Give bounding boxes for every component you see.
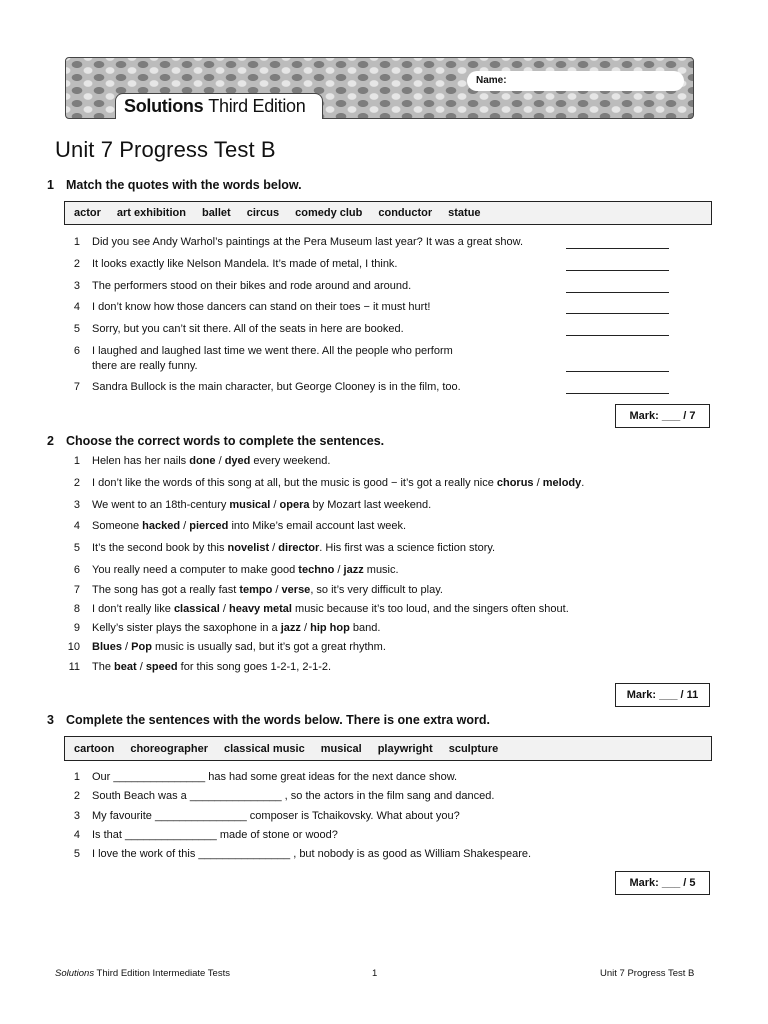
name-label: Name:: [476, 75, 507, 86]
section-instruction: Match the quotes with the words below.: [66, 178, 302, 192]
section-number: 2: [47, 434, 54, 448]
item-text: The performers stood on their bikes and rode around and around.: [92, 280, 412, 292]
choice-a[interactable]: techno: [298, 564, 335, 576]
question-item: [64, 828, 684, 843]
item-number: 3: [73, 499, 80, 511]
word: actor: [74, 207, 101, 219]
choice-b[interactable]: hip hop: [310, 622, 350, 634]
mark-box: Mark: ___ / 5: [615, 871, 710, 895]
item-number: 7: [73, 381, 80, 393]
item-number: 4: [73, 520, 80, 532]
item-number: 3: [73, 280, 80, 292]
item-text: [92, 344, 453, 374]
section-3-heading: [47, 713, 490, 727]
item-text: It’s the second book by this novelist / director. His first was a science fiction story.: [92, 542, 496, 554]
item-number: 11: [68, 661, 80, 673]
choice-b[interactable]: Pop: [131, 641, 152, 653]
item-text: We went to an 18th-century musical / opera by Mozart last weekend.: [92, 499, 432, 511]
question-item: [64, 789, 684, 804]
item-text: Sorry, but you can’t sit there. All of the seats in here are booked.: [92, 323, 404, 335]
section-instruction: Choose the correct words to complete the sentences.: [66, 434, 385, 448]
choice-a[interactable]: musical: [229, 499, 271, 511]
question-item: [64, 519, 684, 534]
item-number: 5: [73, 848, 80, 860]
item-text: South Beach was a _______________ , so the actors in the film sang and danced.: [92, 790, 495, 802]
answer-line[interactable]: [566, 257, 669, 271]
item-text-line-2: there are really funny.: [92, 360, 198, 372]
question-item: [64, 847, 684, 862]
question-item: [64, 660, 684, 675]
choice-a[interactable]: hacked: [142, 520, 181, 532]
question-item: [64, 809, 684, 824]
choice-a[interactable]: novelist: [227, 542, 270, 554]
answer-line[interactable]: [566, 300, 669, 314]
word: classical music: [223, 742, 305, 755]
item-number: 5: [73, 542, 80, 554]
question-item: [64, 640, 684, 655]
word: circus: [246, 207, 280, 219]
word: playwright: [377, 742, 433, 755]
question-item: [64, 476, 684, 491]
question-item: [64, 454, 684, 469]
choice-a[interactable]: jazz: [280, 622, 301, 634]
item-text: Helen has her nails done / dyed every weekend.: [92, 455, 331, 467]
answer-line[interactable]: [566, 358, 669, 372]
choice-b[interactable]: dyed: [224, 455, 251, 467]
item-text: Did you see Andy Warhol’s paintings at the Pera Museum last year? It was a great show.: [92, 236, 524, 248]
question-item: [64, 498, 684, 513]
item-number: 7: [73, 584, 80, 596]
item-text: It looks exactly like Nelson Mandela. It’s made of metal, I think.: [92, 258, 398, 270]
item-text: Someone hacked / pierced into Mike’s email account last week.: [92, 520, 407, 532]
name-field[interactable]: [467, 71, 684, 91]
word: choreographer: [130, 742, 208, 755]
choice-a[interactable]: classical: [173, 603, 220, 615]
choice-a[interactable]: Blues: [92, 641, 122, 653]
item-text: The beat / speed for this song goes 1-2-1, 2-1-2.: [92, 661, 332, 673]
item-number: 9: [73, 622, 80, 634]
question-item: [64, 583, 684, 598]
item-text: My favourite _______________ composer is Tchaikovsky. What about you?: [92, 810, 460, 822]
section-2-heading: [47, 434, 384, 448]
word: musical: [320, 742, 362, 755]
answer-line[interactable]: [566, 380, 669, 394]
question-item: [64, 602, 684, 617]
word: comedy club: [295, 207, 363, 219]
item-number: 2: [73, 258, 80, 270]
choice-b[interactable]: director: [278, 542, 320, 554]
item-number: 3: [73, 810, 80, 822]
choice-b[interactable]: verse: [281, 584, 311, 596]
word-box-3: [64, 736, 712, 761]
item-number: 10: [67, 641, 80, 653]
choice-a[interactable]: chorus: [496, 477, 534, 489]
brand-bold: Solutions: [124, 96, 204, 116]
page-number: 1: [372, 968, 378, 979]
item-number: 2: [73, 790, 80, 802]
item-text: I don’t know how those dancers can stand on their toes − it must hurt!: [92, 301, 431, 313]
mark-box: Mark: ___ / 7: [615, 404, 710, 428]
item-number: 1: [73, 455, 80, 467]
word: ballet: [201, 207, 231, 219]
footer-brand: Solutions: [55, 968, 95, 979]
question-item: [64, 770, 684, 785]
answer-line[interactable]: [566, 279, 669, 293]
item-text: Blues / Pop music is usually sad, but it’s got a great rhythm.: [92, 641, 386, 653]
item-number: 4: [73, 829, 80, 841]
item-number: 2: [73, 477, 80, 489]
item-number: 5: [73, 323, 80, 335]
choice-b[interactable]: heavy metal: [228, 603, 292, 615]
choice-b[interactable]: melody: [542, 477, 582, 489]
footer-right: Unit 7 Progress Test B: [600, 968, 695, 979]
footer-series: Third Edition Intermediate Tests: [94, 968, 230, 979]
choice-b[interactable]: speed: [145, 661, 178, 673]
page-title: Unit 7 Progress Test B: [55, 137, 276, 162]
item-text: I don’t really like classical / heavy metal music because it’s too loud, and the singers often shout.: [92, 603, 569, 615]
choice-a[interactable]: tempo: [239, 584, 273, 596]
choice-a[interactable]: beat: [114, 661, 137, 673]
answer-line[interactable]: [566, 322, 669, 336]
question-item: [64, 541, 684, 556]
mark-box: Mark: ___ / 11: [615, 683, 710, 707]
brand-logo: [115, 93, 323, 119]
choice-b[interactable]: jazz: [343, 564, 364, 576]
item-number: 4: [73, 301, 80, 313]
item-number: 1: [73, 236, 80, 248]
item-text: The song has got a really fast tempo / verse, so it’s very difficult to play.: [92, 584, 443, 596]
word: art exhibition: [116, 207, 186, 219]
question-item: [64, 621, 684, 636]
word: statue: [448, 207, 481, 219]
item-text: Is that _______________ made of stone or wood?: [92, 829, 338, 841]
choice-b[interactable]: opera: [279, 499, 310, 511]
answer-line[interactable]: [566, 235, 669, 249]
item-text: Sandra Bullock is the main character, but George Clooney is in the film, too.: [92, 381, 461, 393]
section-instruction: Complete the sentences with the words below. There is one extra word.: [66, 713, 490, 727]
item-text: I don’t like the words of this song at all, but the music is good − it’s got a really nice chorus / melody.: [92, 477, 585, 489]
item-text-line-1: I laughed and laughed last time we went there. All the people who perform: [92, 345, 453, 357]
item-text: I love the work of this _______________ , but nobody is as good as William Shakespeare.: [92, 848, 532, 860]
word-box-1: [64, 201, 712, 225]
choice-b[interactable]: pierced: [189, 520, 229, 532]
choice-a[interactable]: done: [189, 455, 216, 467]
word: sculpture: [448, 742, 499, 755]
word: conductor: [378, 207, 433, 219]
word: cartoon: [74, 742, 115, 755]
item-number: 1: [73, 771, 80, 783]
item-number: 6: [73, 345, 80, 357]
item-text: Our _______________ has had some great ideas for the next dance show.: [92, 771, 458, 783]
section-number: 3: [47, 713, 54, 727]
section-1-heading: [47, 178, 302, 192]
section-number: 1: [47, 178, 54, 192]
item-text: You really need a computer to make good techno / jazz music.: [92, 564, 399, 576]
item-number: 8: [73, 603, 80, 615]
question-item: [64, 563, 684, 578]
brand-edition: Third Edition: [208, 96, 306, 116]
item-text: Kelly’s sister plays the saxophone in a jazz / hip hop band.: [92, 622, 381, 634]
item-number: 6: [73, 564, 80, 576]
footer-left: [55, 968, 230, 979]
